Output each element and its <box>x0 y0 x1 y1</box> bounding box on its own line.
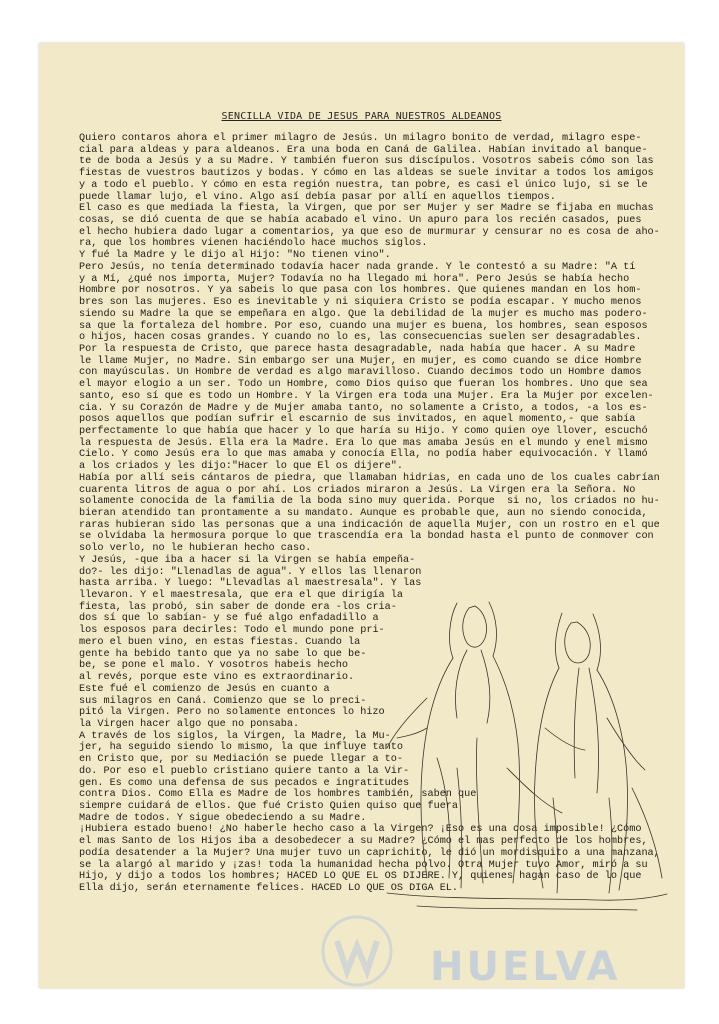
text-line: A través de los siglos, la Virgen, la Madre, la Mu- <box>79 730 391 742</box>
text-line: santo, eso sí que es todo un Hombre. Y la Virgen era toda una Mujer. Era la Mujer por excelen- <box>79 390 654 402</box>
text-line: dos sí que lo sabían- y se fué algo enfadadillo a <box>79 613 379 625</box>
text-line: jer, ha seguido siendo lo mismo, la que influye tanto <box>79 742 404 754</box>
text-line: Cielo. Y como Jesús era lo que mas amaba y conocía Ella, no podía haber equivocación. Y llamó <box>79 449 648 461</box>
text-line: Por la respuesta de Cristo, que parece hasta desagradable, nada había que hacer. A su Madre <box>79 343 636 355</box>
text-line: Hijo, y dijo a todos los hombres; HACED LO QUE EL OS DIJERE. Y, quienes hagan caso de lo que <box>79 871 642 883</box>
text-line: fiesta, las probó, sin saber de donde era -los cria- <box>79 601 397 613</box>
text-line: cuarenta litros de agua o por ahí. Los criados miraron a Jesús. La Virgen era la Señora. No <box>79 484 636 496</box>
text-line: Ella dijo, serán eternamente felices. HACED LO QUE OS DIGA EL. <box>79 883 459 894</box>
text-line: se olvidaba la hermosura porque lo que trascendía era la bondad hasta el punto de conmover con <box>79 531 654 543</box>
text-line: y a Mí, ¿qué nos importa, Mujer? Todavía no ha llegado mi hora". Pero Jesús se había hecho <box>79 273 630 285</box>
text-line: te de boda a Jesús y a su Madre. Y también fueron sus discípulos. Vosotros sabeis cómo son las <box>79 156 654 168</box>
text-line: solamente conocida de la familia de la boda sino muy querida. Porque si no, los criados no hu- <box>79 496 660 508</box>
text-line: a los criados y les dijo:"Hacer lo que El os dijere". <box>79 461 404 473</box>
text-line: cial para aldeas y para aldeanos. Era una boda en Caná de Galilea. Habían invitado al banque- <box>79 144 648 156</box>
text-line: con mayúsculas. Un Hombre de verdad es algo maravilloso. Cuando decimos todo un Hombre damos <box>79 367 642 379</box>
text-line: do?- les dijo: "Llenadlas de agua". Y ellos las llenaron <box>79 566 422 578</box>
text-line: posos aquellos que podían sufrir el escarnio de sus invitados, en aquel momento,- que sabía <box>79 414 636 426</box>
text-line: podía desatender a la Mujer? Una mujer tuvo un caprichito, le dió un mordisquito a una manzana, <box>79 847 660 859</box>
document-title: SENCILLA VIDA DE JESUS PARA NUESTROS ALDEANOS <box>221 111 502 122</box>
text-line: el mayor elogio a un ser. Todo un Hombre, como Dios quiso que fueran los hombres. Uno que sea <box>79 379 648 391</box>
text-line: be, se pone el malo. Y vosotros habeis hecho <box>79 660 348 672</box>
text-line: bres son las mujeres. Eso es inevitable y ni siquiera Cristo se podía escapar. Y mucho menos <box>79 297 642 309</box>
text-line: El caso es que mediada la fiesta, la Virgen, que por ser Mujer y ser Madre se fijaba en muchas <box>79 203 654 215</box>
text-line: al revés, porque este vino es extraordinario. <box>79 672 355 684</box>
text-line: Este fué el comienzo de Jesús en cuanto a <box>79 683 330 695</box>
illustration-sketch <box>357 588 682 918</box>
text-line: fiestas de vuestros bautizos y bodas. Y cómo en las aldeas se suele invitar a todos los amigos <box>79 168 654 180</box>
text-line: el hecho hubiera dado lugar a comentarios, ya que eso de murmurar y censurar no es cosa de aho- <box>79 226 660 238</box>
text-line: mero el buen vino, en estas fiestas. Cuando la <box>79 636 361 648</box>
text-line: siempre cuidará de ellos. Que fué Cristo Quien quiso que fuera <box>79 800 459 812</box>
text-line: raras hubieran sido las personas que a una indicación de aquella Mujer, con un rostro en el que <box>79 519 660 531</box>
text-line: pitó la Virgen. Pero no solamente entonces lo hizo <box>79 707 385 719</box>
text-line: se la alargó al marido y ¡zas! toda la humanidad hecha polvo. Otra Mujer tuvo Amor, miró a su <box>79 859 648 871</box>
text-line: do. Por eso el pueblo cristiano quiere tanto a la Vir- <box>79 765 410 777</box>
text-line: Pero Jesús, no tenía determinado todavía hacer nada grande. Y le contestó a su Madre: "A tí <box>79 261 636 273</box>
text-line: siendo su Madre la que se empeñara en algo. Que la debilidad de la mujer es mucho mas podero- <box>79 308 648 320</box>
text-line: bieran atendido tan prontamente a su mandato. Aunque es probable que, aun no siendo conocida, <box>79 508 648 519</box>
text-line: y a todo el pueblo. Y cómo en esta región nuestra, tan pobre, es casi el único lujo, si se le <box>79 179 648 191</box>
text-line: le llame Mujer, no Madre. Sin embargo ser una Mujer, en mujer, es como cuando se dice Hombre <box>79 355 642 367</box>
text-line: ra, que los hombres vienen haciéndolo hace muchos siglos. <box>79 238 428 250</box>
text-line: gente ha bebido tanto que ya no sabe lo que be- <box>79 648 367 660</box>
text-line: Y fué la Madre y le dijo al Hijo: "No tienen vino". <box>79 250 391 262</box>
text-line: o hijos, hacen cosas grandes. Y cuando no lo es, las consecuencias suelen ser desagradables. <box>79 332 642 344</box>
document-page <box>39 43 684 988</box>
text-line: el mas Santo de los Hijos iba a desobedecer a su Madre? ¿Cómo el mas perfecto de los hombres, <box>79 836 648 848</box>
text-line: gen. Es como una defensa de sus pecados e ingratitudes <box>79 777 410 789</box>
text-line: Madre de todos. Y sigue obedeciendo a su Madre. <box>79 812 367 824</box>
watermark-text: HUELVA <box>430 944 621 990</box>
text-line: sus milagros en Caná. Comienzo que se lo preci- <box>79 695 367 707</box>
text-line: en Cristo que, por su Mediación se puede llegar a to- <box>79 754 404 766</box>
text-line: la Virgen hacer algo que no ponsaba. <box>79 718 300 730</box>
text-line: llevaron. Y el maestresala, que era el que dirigía la <box>79 590 404 602</box>
text-line: la respuesta de Jesús. Ella era la Madre. Era lo que mas amaba Jesús en el mundo y enel mismo <box>79 437 648 449</box>
text-line: sa que la fortaleza del hombre. Por eso, cuando una mujer es buena, los hombres, sean esposos <box>79 320 648 332</box>
text-line: Quiero contaros ahora el primer milagro de Jesús. Un milagro bonito de verdad, milagro espe- <box>79 133 642 144</box>
text-line: Había por allí seis cántaros de piedra, que llamaban hidrias, en cada uno de los cuales cabrían <box>79 472 660 484</box>
text-line: perfectamente lo que había que hacer y lo que haría su Hijo. Y como quien oye llover, escuchó <box>79 425 648 437</box>
text-line: Hombre por nosotros. Y ya sabeis lo que pasa con los hombres. Que quienes mandan en los hom- <box>79 285 642 297</box>
text-line: cia. Y su Corazón de Madre y de Mujer amaba tanto, no solamente a Cristo, a todos, -a los es- <box>79 402 648 414</box>
text-line: solo verlo, no le hubieran hecho caso. <box>79 543 312 555</box>
text-line: hasta arriba. Y luego: "Llevadlas al maestresala". Y las <box>79 578 422 590</box>
text-line: puede llamar lujo, el vino. Algo así debía pasar por allí en aquellos tiempos. <box>79 191 556 203</box>
text-line: cosas, se dió cuenta de que se había acabado el vino. Un apuro para los recién casados, pues <box>79 215 642 227</box>
text-line: los esposos para decirles: Todo el mundo pone pri- <box>79 625 385 637</box>
text-line: Y Jesús, -que iba a hacer si la Virgen se había empeña- <box>79 554 416 566</box>
text-line: contra Dios. Como Ella es Madre de los hombres también, saben que <box>79 789 477 801</box>
text-line: ¡Hubiera estado bueno! ¿No haberle hecho caso a la Virgen? ¡Eso es una cosa imposible! ¿Cómo <box>79 824 642 836</box>
